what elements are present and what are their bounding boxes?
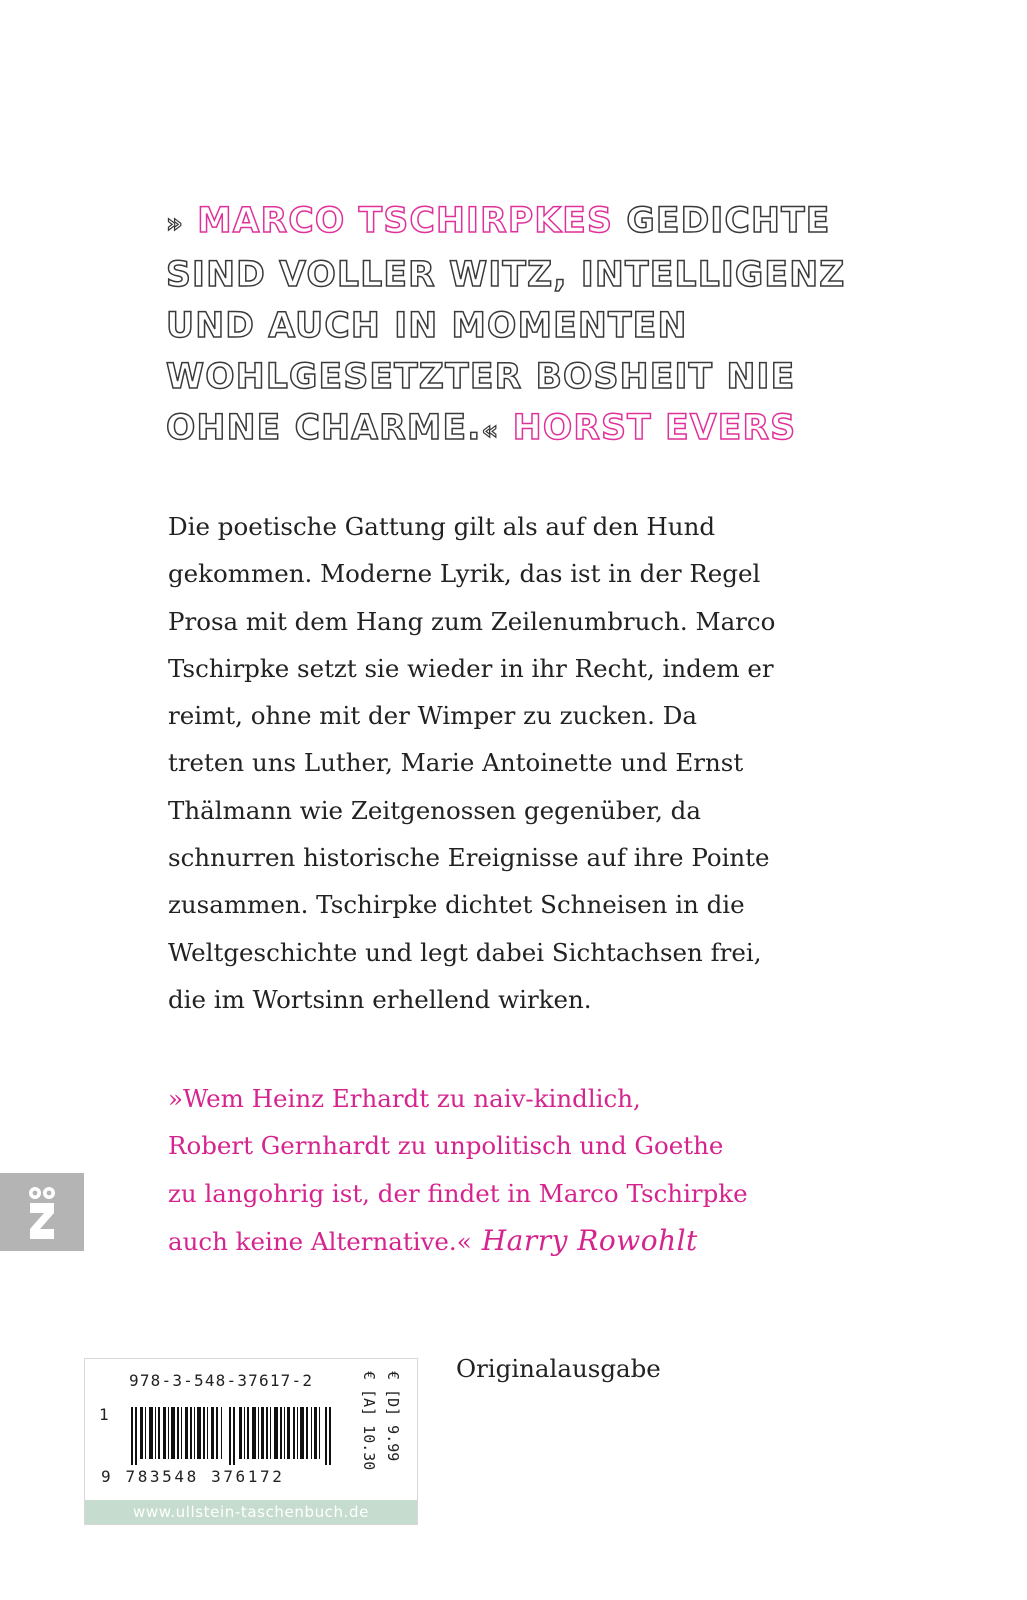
description-line: Tschirpke setzt sie wieder in ihr Recht, indem er: [168, 653, 774, 683]
barcode-digits: 9 783548 376172: [101, 1467, 285, 1486]
hand-quote-line-1: [166, 196, 866, 250]
description-line: schnurren historische Ereignisse auf ihre Pointe: [168, 843, 770, 873]
book-description: [168, 503, 848, 1023]
barcode-lead-digit: 1: [99, 1405, 109, 1424]
hand-quote-end: OHNE CHARME.: [166, 408, 482, 448]
description-line: zusammen. Tschirpke dichtet Schneisen in die: [168, 890, 745, 920]
price-column: [355, 1371, 411, 1495]
review-line-3: zu langohrig ist, der findet in Marco Tschirpke: [168, 1178, 748, 1208]
isbn-number: 978-3-548-37617-2: [129, 1371, 314, 1390]
description-line: Weltgeschichte und legt dabei Sichtachsen frei,: [168, 937, 762, 967]
review-line-1: »Wem Heinz Erhardt zu naiv-kindlich,: [168, 1084, 641, 1113]
hand-quote-line-4: WOHLGESETZTER BOSHEIT NIE: [166, 357, 796, 397]
hand-quote-line-2: SIND VOLLER WITZ, INTELLIGENZ: [166, 255, 846, 295]
quote-close-mark: «: [481, 416, 500, 446]
hand-quote-line-5: [166, 403, 866, 457]
quote-open-mark: »: [166, 209, 184, 239]
quote-poet-name: MARCO TSCHIRPKES: [197, 201, 614, 241]
publisher-tab: [0, 1173, 84, 1251]
description-line: die im Wortsinn erhellend wirken.: [168, 984, 592, 1014]
description-line: Die poetische Gattung gilt als auf den Hund: [168, 512, 716, 541]
barcode-bars: [131, 1407, 341, 1465]
price-text: [357, 1371, 405, 1470]
description-line: treten uns Luther, Marie Antoinette und Ernst: [168, 748, 744, 778]
edition-label: Originalausgabe: [456, 1354, 661, 1383]
hand-quote-word: GEDICHTE: [626, 201, 831, 241]
review-line-2: Robert Gernhardt zu unpolitisch und Goethe: [168, 1131, 724, 1161]
review-end: auch keine Alternative.«: [168, 1226, 472, 1256]
review-quote: [168, 1075, 848, 1265]
quote-author: HORST EVERS: [512, 408, 797, 448]
hand-quote-line-3: UND AUCH IN MOMENTEN: [166, 306, 688, 346]
owl-logo-icon: [26, 1183, 58, 1241]
description-line: Prosa mit dem Hang zum Zeilenumbruch. Marco: [168, 606, 776, 636]
description-line: Thälmann wie Zeitgenossen gegenüber, da: [168, 795, 701, 825]
barcode-box: [84, 1358, 418, 1525]
price-austria: € [A] 10.30: [360, 1371, 378, 1471]
description-line: gekommen. Moderne Lyrik, das ist in der Regel: [168, 559, 761, 589]
price-germany: € [D] 9.99: [384, 1371, 402, 1462]
hand-lettered-quote: [166, 196, 866, 457]
publisher-url: www.ullstein-taschenbuch.de: [85, 1500, 417, 1524]
review-author: Harry Rowohlt: [481, 1223, 698, 1257]
description-line: reimt, ohne mit der Wimper zu zucken. Da: [168, 701, 698, 731]
review-line-4: [168, 1217, 848, 1265]
